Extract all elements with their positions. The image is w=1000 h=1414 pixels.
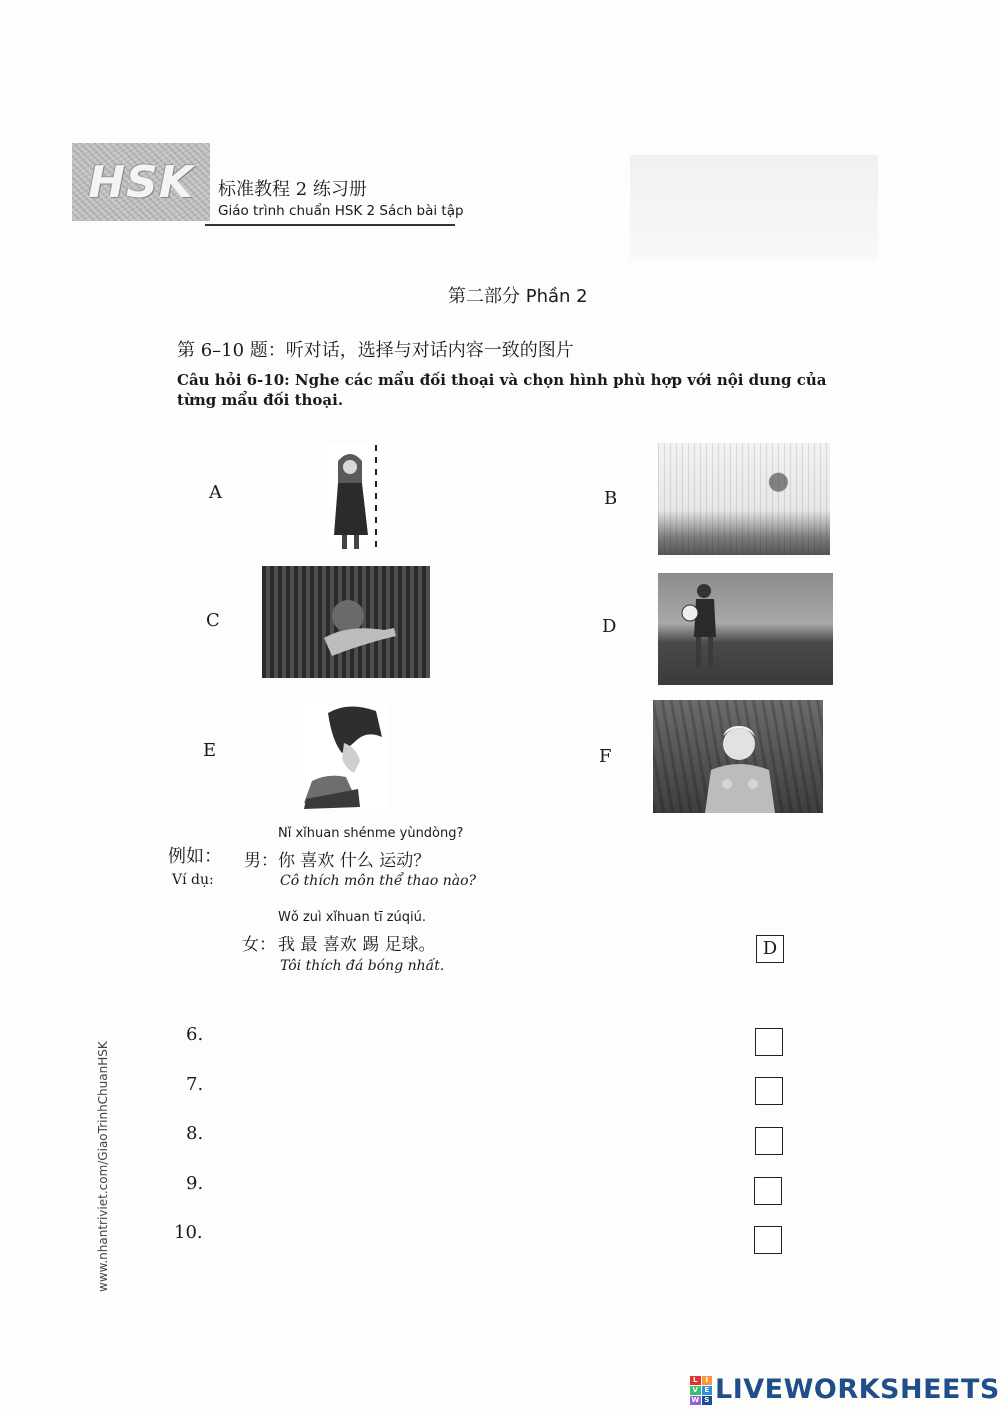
liveworksheets-text: LIVEWORKSHEETS bbox=[715, 1374, 1000, 1405]
photo-d-girl-with-football bbox=[658, 573, 833, 685]
faint-background-mark bbox=[630, 155, 878, 260]
photo-e-woman-drinking bbox=[298, 703, 388, 809]
answer-box-7[interactable] bbox=[755, 1077, 783, 1105]
book-title-vietnamese: Giáo trình chuẩn HSK 2 Sách bài tập bbox=[218, 203, 464, 219]
male-speaker: 男： bbox=[244, 851, 278, 871]
question-number-6: 6. bbox=[186, 1024, 204, 1045]
option-letter-b: B bbox=[604, 488, 618, 509]
option-letter-a: A bbox=[209, 482, 222, 503]
female-chinese: 我 最 喜欢 踢 足球。 bbox=[278, 935, 436, 955]
option-letter-c: C bbox=[206, 610, 220, 631]
instruction-chinese: 第 6–10 题：听对话，选择与对话内容一致的图片 bbox=[177, 340, 574, 361]
answer-box-10[interactable] bbox=[754, 1226, 782, 1254]
female-pinyin: Wǒ zuì xǐhuan tī zúqiú. bbox=[278, 910, 427, 925]
photo-a-girl-measuring-height bbox=[328, 443, 386, 551]
male-vietnamese: Cô thích môn thể thao nào? bbox=[280, 873, 477, 889]
hsk-logo-text: HSK bbox=[88, 156, 194, 208]
book-title-chinese: 标准教程 2 练习册 bbox=[218, 179, 367, 200]
answer-box-8[interactable] bbox=[755, 1127, 783, 1155]
option-letter-f: F bbox=[599, 746, 612, 767]
example-answer-box: D bbox=[756, 935, 784, 963]
hsk-logo bbox=[72, 143, 210, 221]
question-number-8: 8. bbox=[186, 1123, 204, 1144]
side-website-url: www.nhantriviet.com/GiaoTrinhChuanHSK bbox=[96, 1041, 110, 1292]
example-label-vietnamese: Ví dụ: bbox=[172, 872, 214, 888]
photo-f-old-man-smiling bbox=[653, 700, 823, 813]
instruction-vietnamese: Câu hỏi 6-10: Nghe các mẩu đối thoại và chọn hình phù hợp với nội dung của từng mẩu đối thoại. bbox=[177, 371, 827, 409]
option-letter-d: D bbox=[602, 616, 617, 637]
question-number-9: 9. bbox=[186, 1173, 204, 1194]
answer-box-9[interactable] bbox=[754, 1177, 782, 1205]
option-letter-e: E bbox=[203, 740, 217, 761]
liveworksheets-brand[interactable] bbox=[690, 1374, 1000, 1405]
answer-box-6[interactable] bbox=[755, 1028, 783, 1056]
question-number-10: 10. bbox=[174, 1222, 203, 1243]
section-title: 第二部分 Phần 2 bbox=[448, 286, 588, 307]
photo-c-girl-in-library bbox=[262, 566, 430, 678]
male-chinese: 你 喜欢 什么 运动？ bbox=[278, 851, 431, 871]
question-number-7: 7. bbox=[186, 1074, 204, 1095]
header-underline bbox=[205, 224, 455, 226]
liveworksheets-logo-icon: L I V E W S bbox=[690, 1376, 712, 1404]
example-label-chinese: 例如： bbox=[168, 846, 222, 867]
photo-b-hospital-stethoscope bbox=[658, 443, 830, 555]
male-pinyin: Nǐ xǐhuan shénme yùndòng? bbox=[278, 826, 464, 841]
female-vietnamese: Tôi thích đá bóng nhất. bbox=[280, 958, 445, 974]
female-speaker: 女： bbox=[242, 935, 276, 955]
